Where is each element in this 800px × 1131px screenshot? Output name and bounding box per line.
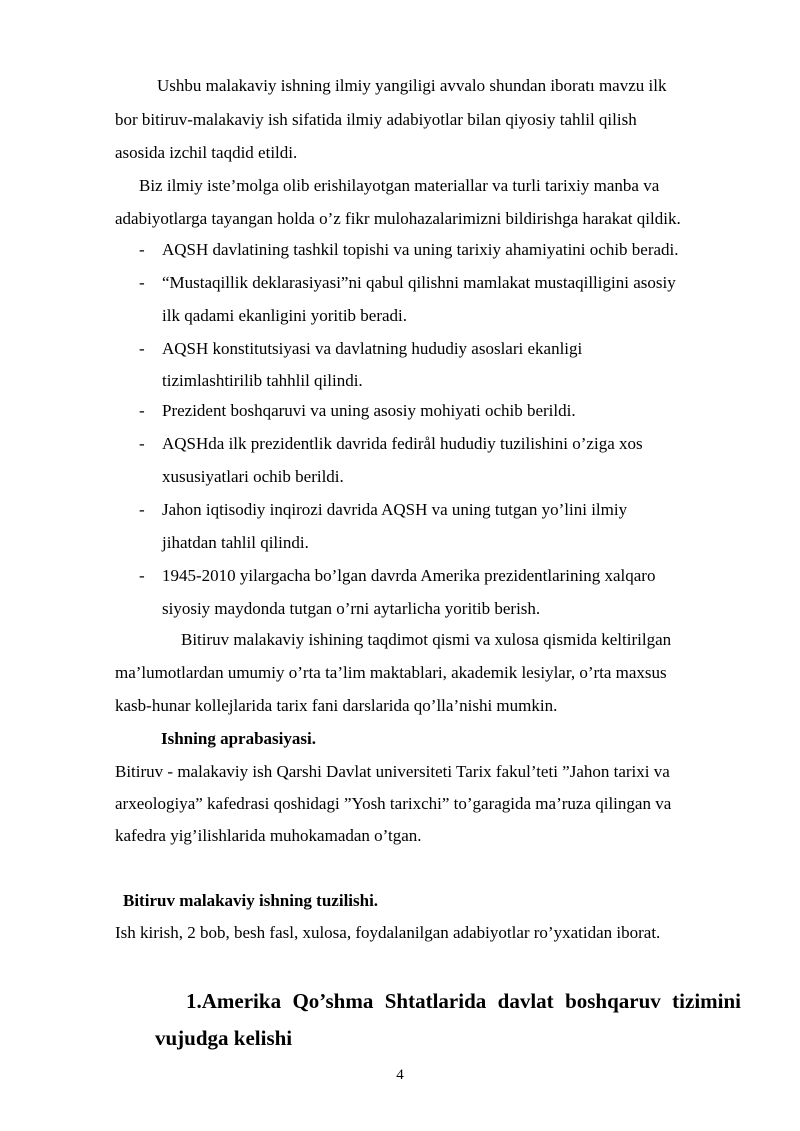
list-item-6-line-2: jihatdan tahlil qilindi. [162, 533, 309, 552]
list-item-7-line-1: 1945-2010 yilargacha bo’lgan davrda Amerika prezidentlarining xalqaro [162, 566, 656, 585]
intro-p1-line-2: bor bitiruv-malakaviy ish sifatida ilmiy adabiyotlar bilan qiyosiy tahlil qilish [115, 110, 637, 129]
list-item-7-line-2: siyosiy maydonda tutgan o’rni aytarlicha yoritib berish. [162, 599, 541, 618]
structure-title: Bitiruv malakaviy ishning tuzilishi. [123, 891, 379, 910]
list-bullet: - [139, 434, 145, 453]
approbation-line-3: kafedra yig’ilishlarida muhokamadan o’tgan. [115, 826, 422, 845]
structure-line: Ish kirish, 2 bob, besh fasl, xulosa, foydalanilgan adabiyotlar ro’yxatidan iborat. [115, 923, 661, 942]
list-item-5-line-2: xususiyatlari ochib berildi. [162, 467, 344, 486]
practical-line-1: Bitiruv malakaviy ishining taqdimot qismi va xulosa qismida keltirilgan [181, 630, 672, 649]
list-item-3-line-1: AQSH konstitutsiyasi va davlatning hududiy asoslari ekanligi [162, 339, 583, 358]
list-item-6-line-1: Jahon iqtisodiy inqirozi davrida AQSH va uning tutgan yo’lini ilmiy [162, 500, 628, 519]
list-item-3-line-2: tizimlashtirilib tahhlil qilindi. [162, 371, 363, 390]
list-item-2-line-2: ilk qadami ekanligini yoritib beradi. [162, 306, 408, 325]
intro-p1-line-1: Ushbu malakaviy ishning ilmiy yangiligi avvalo shundan iboratı mavzu ilk [157, 76, 667, 95]
intro-p2-line-1: Biz ilmiy iste’molga olib erishilayotgan materiallar va turli tarixiy manba va [139, 176, 660, 195]
approbation-title: Ishning aprabasiyasi. [161, 729, 316, 748]
intro-p1-line-3: asosida izchil taqdid etildi. [115, 143, 298, 162]
list-item-2-line-1: “Mustaqillik deklarasiyasi”ni qabul qilishni mamlakat mustaqilligini asosiy [162, 273, 676, 292]
list-bullet: - [139, 500, 145, 519]
page-number: 4 [396, 1067, 404, 1083]
list-bullet: - [139, 401, 145, 420]
chapter-heading-line-1: 1.Amerika Qo’shma Shtatlarida davlat boshqaruv tizimini [186, 989, 741, 1013]
practical-line-2: ma’lumotlardan umumiy o’rta ta’lim maktablari, akademik lesiylar, o’rta maxsus [115, 663, 667, 682]
list-bullet: - [139, 240, 145, 259]
list-item-4-line-1: Prezident boshqaruvi va uning asosiy mohiyati ochib berildi. [162, 401, 576, 420]
approbation-line-1: Bitiruv - malakaviy ish Qarshi Davlat universiteti Tarix fakul’teti ”Jahon tarixi va [115, 762, 670, 781]
practical-line-3: kasb-hunar kollejlarida tarix fani darslarida qo’lla’nishi mumkin. [115, 696, 558, 715]
list-bullet: - [139, 339, 145, 358]
list-item-1-line-1: AQSH davlatining tashkil topishi va uning tarixiy ahamiyatini ochib beradi. [162, 240, 679, 259]
list-bullet: - [139, 273, 145, 292]
approbation-line-2: arxeologiya” kafedrasi qoshidagi ”Yosh tarixchi” to’garagida ma’ruza qilingan va [115, 794, 672, 813]
list-bullet: - [139, 566, 145, 585]
chapter-heading-line-2: vujudga kelishi [155, 1026, 293, 1050]
intro-p2-line-2: adabiyotlarga tayangan holda o’z fikr mulohazalarimizni bildirishga harakat qildik. [115, 209, 681, 228]
list-item-5-line-1: AQSHda ilk prezidentlik davrida fedirål hududiy tuzilishini o’ziga xos [162, 434, 643, 453]
